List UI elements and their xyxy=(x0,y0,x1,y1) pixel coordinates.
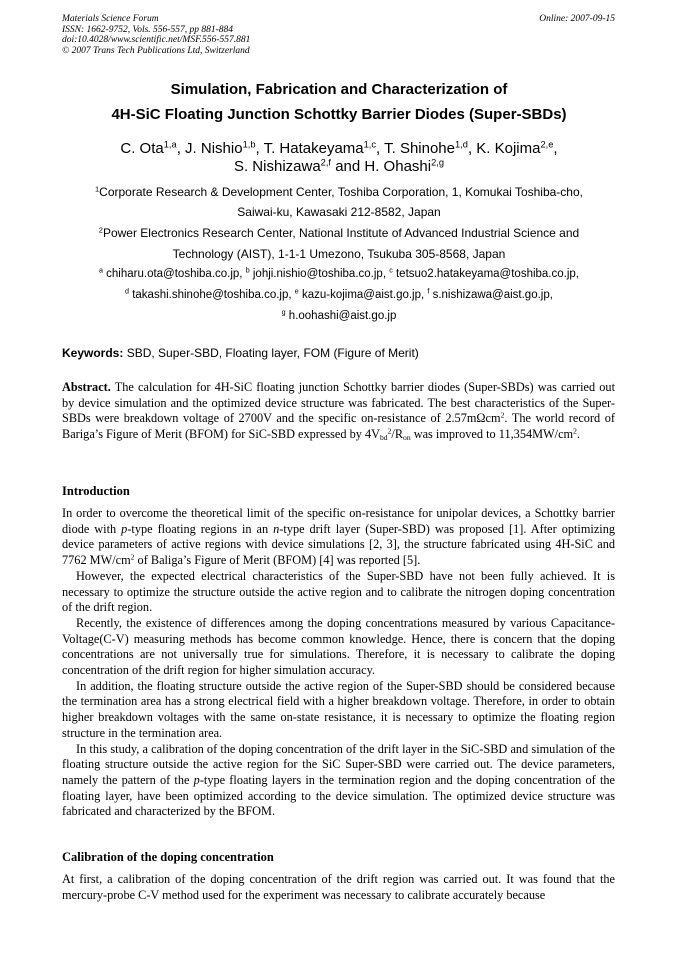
abstract-text: . xyxy=(576,427,580,442)
email-line-2 xyxy=(0,289,678,301)
italic-text: p xyxy=(121,521,128,536)
author-affiliation-mark: 1,a xyxy=(163,139,177,150)
calibration-body xyxy=(62,872,615,903)
author-affiliation-mark: 2,e xyxy=(540,139,554,150)
affiliation-1-line-2: Saiwai-ku, Kawasaki 212-8582, Japan xyxy=(237,205,441,219)
paragraph xyxy=(62,506,615,569)
email-address: johji.nishio@toshiba.co.jp, xyxy=(252,268,387,280)
author-name: J. Nishio xyxy=(185,140,243,157)
text-run: -type floating regions in an xyxy=(127,521,274,536)
keywords-label: Keywords: xyxy=(62,346,124,360)
abstract-text: . The world record of Bariga’s Figure of Merit (BFOM) for SiC-SBD expressed by 4V xyxy=(62,411,615,442)
author-conjunction: and xyxy=(335,158,361,175)
title-line-1: Simulation, Fabrication and Characterization of xyxy=(170,81,508,98)
author-affiliation-mark: 1,b xyxy=(242,139,256,150)
text-run: In order to overcome the theoretical limit of the specific on-resistance for unipolar devices, a Schottky barrier diode with xyxy=(62,506,615,536)
issn-line: ISSN: 1662-9752, Vols. 556-557, pp 881-884 xyxy=(62,24,233,35)
online-date: Online: 2007-09-15 xyxy=(539,14,615,24)
affiliation-2-line-1 xyxy=(0,226,678,240)
author-affiliation-mark: 2,g xyxy=(431,157,445,168)
email-address: s.nishizawa@aist.go.jp, xyxy=(432,289,553,301)
email-line-3 xyxy=(0,310,678,322)
email-line-1 xyxy=(0,268,678,280)
author-affiliation-mark: 1,d xyxy=(455,139,468,150)
text-run: -type drift layer (Super-SBD) was proposed [1]. After optimizing device parameters of active regions with device simulations [2, 3], the structure fabricated using 4H-SiC and 7762 MW/cm xyxy=(62,521,615,568)
author-line-1: C. Ota$^{1,a}$, J. Nishio$^{1,b}$, T. Hatakeyama$^{1,c}$, T. Shinohe$^{1,d}$, K. Kojima$^{2,e}$, xyxy=(120,139,558,157)
author-affiliation-mark: 1,c xyxy=(363,139,377,150)
email-address: chiharu.ota@toshiba.co.jp, xyxy=(106,268,243,280)
affiliation-1-line-1 xyxy=(0,185,678,199)
abstract-text: /R xyxy=(391,427,404,442)
affiliation-2-line-2: Technology (AIST), 1-1-1 Umezono, Tsukuba 305-8568, Japan xyxy=(172,247,506,261)
italic-text: p xyxy=(193,772,200,787)
email-mark: e xyxy=(294,287,299,296)
text-run: In this study, a calibration of the doping concentration of the drift layer in the SiC-SBD and simulation of the floating structure outside the active region for the SiC Super-SBD were carried out. The device parameters, namely the pattern of the xyxy=(62,741,615,787)
superscript: 2 xyxy=(573,426,577,436)
italic-text: n xyxy=(273,521,280,536)
email-address: takashi.shinohe@toshiba.co.jp, xyxy=(132,289,292,301)
email-mark: c xyxy=(389,266,393,275)
keywords-text: SBD, Super-SBD, Floating layer, FOM (Figure of Merit) xyxy=(126,346,419,360)
subscript: bd xyxy=(379,433,388,443)
keywords xyxy=(62,346,419,360)
title-line-2: 4H-SiC Floating Junction Schottky Barrier Diodes (Super-SBDs) xyxy=(111,106,567,123)
journal-name: Materials Science Forum xyxy=(62,14,159,24)
superscript: 2 xyxy=(387,426,392,436)
affiliation-text: Power Electronics Research Center, National Institute of Advanced Industrial Science and xyxy=(102,226,580,240)
abstract-label: Abstract. xyxy=(62,380,111,394)
doi-line: doi:10.4028/www.scientific.net/MSF.556-557.881 xyxy=(62,35,251,45)
paragraph xyxy=(62,742,615,821)
superscript: 2 xyxy=(130,552,135,562)
author-name: H. Ohashi xyxy=(364,158,432,175)
author-name: S. Nishizawa xyxy=(233,158,321,175)
abstract xyxy=(62,380,615,443)
affiliation-number: 2 xyxy=(98,225,103,235)
abstract-text: The calculation for 4H-SiC floating junction Schottky barrier diodes (Super-SBDs) was carried out by device simulation and the optimized device structure was fabricated. The best characteristics of the Super-SBDs were breakdown voltage of 2700V and the specific on-resistance of 2.57mΩcm xyxy=(62,380,615,426)
email-mark: d xyxy=(125,287,130,296)
email-mark: f xyxy=(427,287,430,296)
email-mark: a xyxy=(98,266,103,275)
author-name: T. Hatakeyama xyxy=(263,140,364,157)
introduction-body xyxy=(62,506,615,820)
author-name: T. Shinohe xyxy=(384,140,455,157)
journal-header xyxy=(62,14,615,56)
email-address: kazu-kojima@aist.go.jp, xyxy=(301,289,425,301)
text-run: of Baliga’s Figure of Merit (BFOM) [4] was reported [5]. xyxy=(134,553,421,568)
text-run: -type floating layers in the termination region and the doping concentration of the floating layer, have been optimized according to the device simulation. The optimized device structure was fabricated and characterized by the BFOM. xyxy=(62,772,616,819)
author-affiliation-mark: 2,f xyxy=(320,157,332,168)
paragraph: In addition, the floating structure outside the active region of the Super-SBD should be considered because the termination area has a strong electrical field with a higher breakdown voltage. Therefore, in order to obtain higher breakdown voltages with the same on-state resistance, it is necessary to optimize the floating region structure in the termination area. xyxy=(62,678,615,740)
author-name: K. Kojima xyxy=(476,140,541,157)
introduction-heading: Introduction xyxy=(62,484,130,498)
paragraph: However, the expected electrical characteristics of the Super-SBD have not been fully achieved. It is necessary to optimize the structure outside the active region and to calibrate the nitrogen doping concentration of the drift region. xyxy=(62,568,615,615)
affiliation-number: 1 xyxy=(95,184,100,194)
calibration-heading: Calibration of the doping concentration xyxy=(62,850,274,864)
email-address: h.oohashi@aist.go.jp xyxy=(288,310,397,322)
copyright-line: © 2007 Trans Tech Publications Ltd, Switzerland xyxy=(62,45,250,56)
subscript: on xyxy=(403,433,411,443)
author-name: C. Ota xyxy=(120,140,164,157)
email-address: tetsuo2.hatakeyama@toshiba.co.jp, xyxy=(395,268,579,280)
paragraph: Recently, the existence of differences among the doping concentrations measured by various Capacitance-Voltage(C-V) measuring methods has become common knowledge. Hence, there is concern that the doping concentrations are not universally true for simulations. Therefore, it is necessary to calibrate the doping concentration of the drift region for higher simulation accuracy. xyxy=(62,615,615,678)
affiliation-text: Corporate Research & Development Center, Toshiba Corporation, 1, Komukai Toshiba-cho, xyxy=(99,185,583,199)
email-mark: b xyxy=(245,266,250,275)
paragraph: At first, a calibration of the doping concentration of the drift region was carried out. It was found that the mercury-probe C-V method used for the experiment was necessary to calibrate accurately because xyxy=(62,872,615,902)
email-mark: g xyxy=(281,308,286,317)
superscript: 2 xyxy=(500,410,505,420)
abstract-text: was improved to 11,354MW/cm xyxy=(410,427,574,442)
author-line-2 xyxy=(0,158,678,175)
